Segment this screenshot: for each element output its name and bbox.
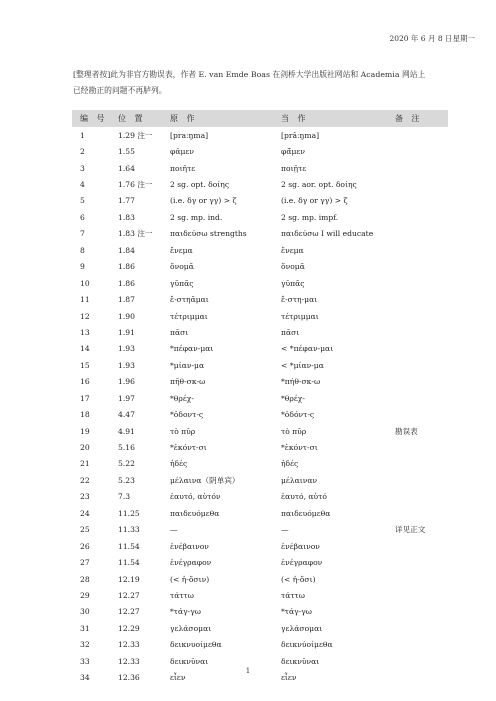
cell-correction: < *πέφαν-μαι <box>281 344 334 354</box>
cell-original: (< ἠ-ὄσιν) <box>170 574 210 584</box>
cell-original: ἡδές <box>170 459 188 469</box>
table-row <box>72 291 448 307</box>
cell-correction: ὄνομᾰ <box>281 262 305 272</box>
cell-number: 23 <box>80 492 90 502</box>
cell-correction: γελάσομαι <box>281 623 323 633</box>
cell-remarks <box>391 505 448 521</box>
table-row <box>72 357 448 373</box>
table-row <box>72 275 448 291</box>
cell-number: 31 <box>80 623 90 633</box>
cell-original: παιδευόμεθα <box>170 508 220 518</box>
table-row <box>72 209 448 225</box>
header-correction: 当 作 <box>281 114 309 123</box>
cell-number: 9 <box>80 262 85 272</box>
cell-remarks <box>391 604 448 620</box>
table-row <box>72 259 448 275</box>
cell-remarks <box>391 160 448 176</box>
cell-number: 11 <box>80 295 90 305</box>
cell-position: 1.97 <box>118 393 135 403</box>
cell-correction: 2 sg. aor. opt. δοίης <box>281 180 357 190</box>
cell-position: 12.33 <box>118 640 140 650</box>
cell-correction: εἶεν <box>281 673 297 683</box>
cell-number: 14 <box>80 344 90 354</box>
cell-correction: τέτριμμαι <box>281 311 319 321</box>
cell-correction: *ἑκόντ-σι <box>281 443 318 453</box>
cell-remarks <box>391 143 448 159</box>
cell-number: 27 <box>80 558 90 568</box>
cell-position: 1.86 <box>118 278 135 288</box>
table-row <box>72 472 448 488</box>
cell-original: — <box>170 525 178 535</box>
cell-position: 1.84 <box>118 245 135 255</box>
cell-correction: μέλαιναν <box>281 475 318 485</box>
table-row <box>72 341 448 357</box>
header-number: 编 号 <box>80 114 108 123</box>
cell-correction: ἐνέγραφον <box>281 558 323 568</box>
cell-correction: τὸ πῦρ <box>281 426 307 436</box>
cell-position: 1.83 <box>118 212 135 222</box>
table-row <box>72 522 448 538</box>
cell-original: *ἐκόντ-σι <box>170 443 207 453</box>
cell-original: ἔνεμα <box>170 245 193 255</box>
table-row <box>72 620 448 636</box>
cell-number: 8 <box>80 245 85 255</box>
cell-position: 11.33 <box>118 525 140 535</box>
cell-number: 30 <box>80 607 90 617</box>
cell-number: 16 <box>80 377 90 387</box>
table-row <box>72 439 448 455</box>
cell-correction: δεικνῦναι <box>281 656 320 666</box>
cell-remarks <box>391 489 448 505</box>
cell-original: τὸ πῦρ <box>170 426 196 436</box>
cell-number: 13 <box>80 327 90 337</box>
table-row <box>72 143 448 159</box>
cell-remarks: 勘误表 <box>395 426 418 436</box>
cell-correction: παιδεύσω I will educate <box>281 229 374 239</box>
cell-position: 1.76 注一 <box>118 180 153 190</box>
table-header-row <box>72 110 448 127</box>
cell-position: 5.16 <box>118 443 135 453</box>
cell-correction: ἔ-στη-μαι <box>281 295 318 305</box>
cell-number: 33 <box>80 656 90 666</box>
cell-original: (i.e. δγ or γγ) > ζ <box>170 196 237 206</box>
cell-remarks <box>391 176 448 192</box>
cell-correction: (< ἠ-ὄσι) <box>281 574 316 584</box>
cell-position: 1.77 <box>118 196 135 206</box>
cell-position: 1.93 <box>118 360 135 370</box>
cell-original: 2 sg. mp. ind. <box>170 212 223 222</box>
cell-correction: *θρέχ- <box>281 393 305 403</box>
cell-position: 4.47 <box>118 410 135 420</box>
table-row <box>72 423 448 439</box>
table-row <box>72 505 448 521</box>
errata-table-wrapper <box>72 110 424 686</box>
cell-remarks <box>391 341 448 357</box>
cell-remarks <box>391 226 448 242</box>
cell-number: 24 <box>80 508 90 518</box>
cell-original: μέλαινα（阴单宾） <box>170 475 240 485</box>
table-row <box>72 571 448 587</box>
cell-number: 1 <box>80 130 85 140</box>
cell-remarks <box>391 259 448 275</box>
table-row <box>72 226 448 242</box>
table-row <box>72 242 448 258</box>
cell-number: 12 <box>80 311 90 321</box>
cell-correction: φᾰ́μεν <box>281 147 305 157</box>
cell-position: 1.83 注一 <box>118 229 153 239</box>
cell-remarks <box>391 127 448 143</box>
cell-correction: παιδευόμεθα <box>281 508 331 518</box>
cell-original: ἐνέγραφον <box>170 558 212 568</box>
cell-correction: — <box>281 525 289 535</box>
table-row <box>72 127 448 143</box>
cell-position: 1.87 <box>118 295 135 305</box>
cell-original: γῦπᾰς <box>170 278 194 288</box>
cell-number: 17 <box>80 393 90 403</box>
cell-number: 25 <box>80 525 90 535</box>
header-date: 2020 年 6 月 8 日星期一 <box>389 34 475 43</box>
cell-original: πᾶσι <box>170 327 189 337</box>
cell-correction: *ὀδόντ-ς <box>281 410 315 420</box>
cell-original: ἔ-στηᾰμαι <box>170 295 209 305</box>
cell-position: 4.91 <box>118 426 135 436</box>
cell-remarks <box>391 275 448 291</box>
cell-number: 29 <box>80 590 90 600</box>
cell-original: τέτριμμαι <box>170 311 208 321</box>
cell-remarks <box>391 620 448 636</box>
cell-remarks <box>391 291 448 307</box>
cell-original: *πέφαν-μαι <box>170 344 214 354</box>
header-position: 位 置 <box>118 114 146 123</box>
table-body <box>72 127 448 686</box>
cell-remarks <box>391 357 448 373</box>
cell-position: 12.29 <box>118 623 140 633</box>
cell-original: 2 sg. opt. δοίης <box>170 180 230 190</box>
cell-original: *μίαν-μα <box>170 360 205 370</box>
cell-remarks <box>391 456 448 472</box>
cell-original: φᾶμεν <box>170 147 194 157</box>
table-row <box>72 554 448 570</box>
cell-position: 1.29 注一 <box>118 130 153 140</box>
cell-original: τάττω <box>170 590 194 600</box>
cell-number: 4 <box>80 180 85 190</box>
cell-position: 12.27 <box>118 607 140 617</box>
cell-original: *ὀδοντ-ς <box>170 410 204 420</box>
table-row <box>72 489 448 505</box>
cell-number: 10 <box>80 278 90 288</box>
cell-remarks <box>391 439 448 455</box>
cell-original: ἑαυτό, αὐτόν <box>170 492 221 502</box>
cell-position: 1.86 <box>118 262 135 272</box>
cell-original: παιδεύσω strengths <box>170 229 247 239</box>
cell-number: 7 <box>80 229 85 239</box>
cell-number: 5 <box>80 196 85 206</box>
table-row <box>72 193 448 209</box>
cell-original: ποιῆτε <box>170 163 196 173</box>
cell-remarks <box>391 374 448 390</box>
cell-position: 11.54 <box>118 558 140 568</box>
cell-correction: ποιῇτε <box>281 163 307 173</box>
cell-remarks <box>391 637 448 653</box>
cell-remarks: 详见正文 <box>395 525 426 535</box>
cell-remarks <box>391 209 448 225</box>
cell-remarks <box>391 406 448 422</box>
cell-position: 1.55 <box>118 147 135 157</box>
cell-number: 20 <box>80 443 90 453</box>
cell-position: 11.25 <box>118 508 140 518</box>
cell-original: *τάγ-γω <box>170 607 201 617</box>
table-row <box>72 176 448 192</box>
cell-position: 12.27 <box>118 590 140 600</box>
cell-original: [praːŋma] <box>170 130 209 140</box>
table-row <box>72 587 448 603</box>
cell-remarks <box>391 538 448 554</box>
cell-number: 26 <box>80 541 90 551</box>
cell-correction: γῦπᾰς <box>281 278 305 288</box>
cell-remarks <box>391 472 448 488</box>
cell-original: εἶεν <box>170 673 186 683</box>
cell-remarks <box>391 390 448 406</box>
table-row <box>72 374 448 390</box>
cell-remarks <box>391 571 448 587</box>
cell-remarks <box>391 324 448 340</box>
page-number: 1 <box>245 667 251 675</box>
cell-position: 5.23 <box>118 475 135 485</box>
cell-number: 21 <box>80 459 90 469</box>
cell-correction: δεικνύοίμεθα <box>281 640 333 650</box>
cell-position: 1.96 <box>118 377 135 387</box>
cell-position: 11.54 <box>118 541 140 551</box>
cell-number: 2 <box>80 147 85 157</box>
errata-table <box>72 110 448 686</box>
cell-remarks <box>391 308 448 324</box>
table-row <box>72 456 448 472</box>
header-remarks: 备 注 <box>395 114 423 123</box>
cell-number: 32 <box>80 640 90 650</box>
cell-remarks <box>391 193 448 209</box>
cell-position: 12.19 <box>118 574 140 584</box>
cell-position: 1.64 <box>118 163 135 173</box>
cell-original: δεικνῦναι <box>170 656 209 666</box>
cell-position: 1.91 <box>118 327 135 337</box>
cell-number: 34 <box>80 673 90 683</box>
cell-correction: ἡδές <box>281 459 299 469</box>
intro-paragraph: [整理者按]此为非官方勘误表，作者 E. van Emde Boas 在剑桥大学出版社网站和 Academia 网站上已经勘正的问题不再胪列。 <box>73 70 426 95</box>
cell-original: γελάσομαι <box>170 623 212 633</box>
cell-position: 1.93 <box>118 344 135 354</box>
cell-correction: (i.e. δγ or γγ) > ζ <box>281 196 348 206</box>
cell-correction: ἕνεμα <box>281 245 304 255</box>
cell-number: 18 <box>80 410 90 420</box>
table-row <box>72 406 448 422</box>
cell-correction: ἑαυτό, αὑτό <box>281 492 327 502</box>
cell-number: 6 <box>80 212 85 222</box>
table-row <box>72 538 448 554</box>
cell-correction: < *μίαν-μα <box>281 360 324 370</box>
cell-remarks <box>391 587 448 603</box>
cell-number: 22 <box>80 475 90 485</box>
cell-correction: πᾶσι <box>281 327 300 337</box>
cell-number: 3 <box>80 163 85 173</box>
table-row <box>72 390 448 406</box>
cell-correction: τάττω <box>281 590 305 600</box>
cell-correction: *πήθ-σκ-ω <box>281 377 321 387</box>
cell-original: δεικνυοίμεθα <box>170 640 222 650</box>
cell-original: *θρέχ- <box>170 393 194 403</box>
cell-correction: *τάγ-γω <box>281 607 312 617</box>
cell-number: 28 <box>80 574 90 584</box>
cell-number: 15 <box>80 360 90 370</box>
cell-number: 19 <box>80 426 90 436</box>
table-row <box>72 324 448 340</box>
cell-original: ὄνομᾰ <box>170 262 194 272</box>
cell-position: 7.3 <box>118 492 131 502</box>
cell-remarks <box>391 554 448 570</box>
table-row <box>72 160 448 176</box>
header-original: 原 作 <box>170 114 198 123</box>
cell-original: ἐνέβαινον <box>170 541 209 551</box>
cell-correction: [prâːŋma] <box>281 130 320 140</box>
cell-correction: ἐνέβαινον <box>281 541 320 551</box>
table-row <box>72 637 448 653</box>
cell-correction: 2 sg. mp. impf. <box>281 212 339 222</box>
cell-position: 1.90 <box>118 311 135 321</box>
cell-position: 12.33 <box>118 656 140 666</box>
table-row <box>72 308 448 324</box>
cell-original: πῆθ-σκ-ω <box>170 377 206 387</box>
cell-position: 12.36 <box>118 673 140 683</box>
table-row <box>72 604 448 620</box>
cell-position: 5.22 <box>118 459 135 469</box>
cell-remarks <box>391 242 448 258</box>
